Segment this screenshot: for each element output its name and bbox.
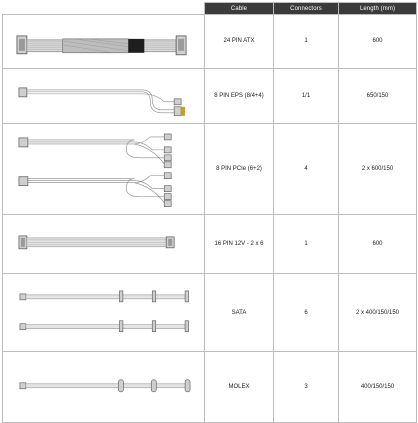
cable-spec-table <box>2 2 417 423</box>
cable-length: 2 x 600/150 <box>339 124 417 215</box>
connector-count: 3 <box>274 352 339 423</box>
cable-length: 600 <box>339 15 417 69</box>
cable-image-cell <box>3 352 205 423</box>
header-image-column <box>3 3 205 15</box>
connector-count: 1 <box>274 215 339 274</box>
12v-2x6-cable-icon <box>3 215 204 273</box>
cable-length: 600 <box>339 215 417 274</box>
table-header-row <box>3 3 417 15</box>
cable-image-cell <box>3 68 205 124</box>
connector-count: 4 <box>274 124 339 215</box>
table-row <box>3 352 417 423</box>
connector-count: 6 <box>274 273 339 352</box>
table-row <box>3 273 417 352</box>
atx-24pin-cable-icon <box>3 15 204 68</box>
table-row <box>3 15 417 69</box>
cable-image-cell <box>3 124 205 215</box>
header-cable: Cable <box>205 3 274 15</box>
cable-name: SATA <box>205 273 274 352</box>
cable-image-cell <box>3 273 205 352</box>
cable-name: 8 PIN PCIe (6+2) <box>205 124 274 215</box>
table-row <box>3 68 417 124</box>
molex-cable-icon <box>3 352 204 422</box>
cable-name: MOLEX <box>205 352 274 423</box>
header-length: Length (mm) <box>339 3 417 15</box>
cable-name: 16 PIN 12V - 2 x 6 <box>205 215 274 274</box>
connector-count: 1/1 <box>274 68 339 124</box>
cable-image-cell <box>3 15 205 69</box>
cable-length: 400/150/150 <box>339 352 417 423</box>
cable-name: 24 PIN ATX <box>205 15 274 69</box>
cable-length: 650/150 <box>339 68 417 124</box>
pcie-8pin-cable-icon <box>3 124 204 214</box>
cable-length: 2 x 400/150/150 <box>339 273 417 352</box>
table-row <box>3 124 417 215</box>
eps-8pin-cable-icon <box>3 69 204 124</box>
connector-count: 1 <box>274 15 339 69</box>
sata-cable-icon <box>3 274 204 352</box>
header-connectors: Connectors <box>274 3 339 15</box>
cable-image-cell <box>3 215 205 274</box>
cable-name: 8 PIN EPS (8/4+4) <box>205 68 274 124</box>
table-row <box>3 215 417 274</box>
